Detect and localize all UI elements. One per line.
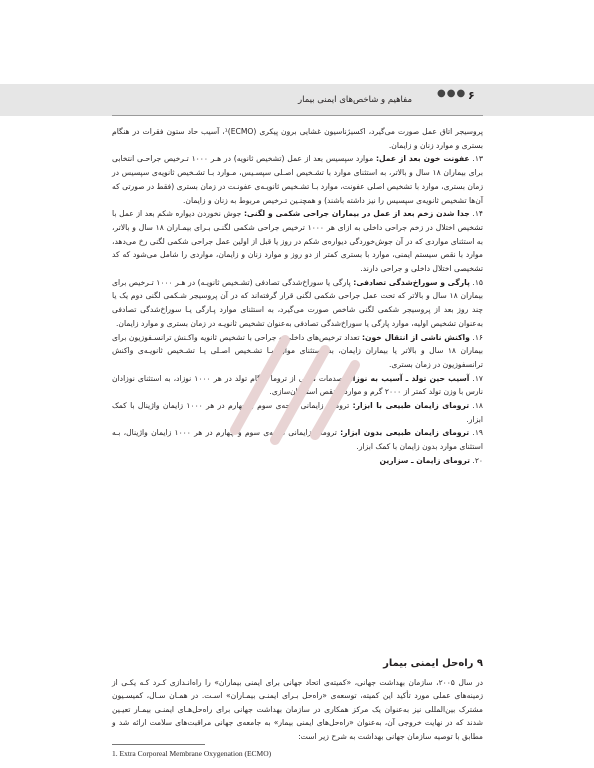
item-text: موارد سپسیس بعد از عمل (تشخیص ثانویه) در هـر ۱۰۰۰ تـرخیص جراحـی انتخابی برای بیماران ۱۸ سال و بالاتر، به استثنای موارد با تشـخیص اصـلی سپسـیس، مـوارد بـا تشـخیص ثانویه‌ی سپسیس در زمان بستری، موارد با تشخیص اصلی عفونت، موارد بـا تشـخیص ثانویـه‌ی عفونـت در زمان بستری (فقط در صورتی که آن‌ها تشخیص ثانویه‌ی سپسیس را نیز داشته باشند) و همچنـین تـرخیص مربوط به زنان و زایمان. — [112, 154, 483, 205]
list-item — [112, 372, 483, 399]
item-text: جوش نخوردن دیواره شکم بعد از عمل با تشخیص اختلال در زخم جراحی داخلی به ازای هر ۱۰۰۰ ترخیص جراحی شکمی لگنـی بـرای بیمـاران ۱۸ سال و بالاتر، به استثنای مواردی که در آن جوش‌خوردگی دیواره‌ی شکم در روز یا قبل از اولین عمل جراحی شکمی لگنی رخ می‌دهد، موارد با نقص سیستم ایمنی، موارد با بستری کمتر از دو روز و موارد زنان و زایمان، مواردی را شامل می‌شود که کد تشخیصی اختلال داخلی و جراحی دارند. — [112, 209, 483, 274]
list-item — [112, 399, 483, 426]
item-number: ۱۷. — [472, 373, 483, 383]
item-number: ۱۵. — [472, 277, 483, 287]
running-header-band — [0, 84, 594, 116]
item-number: ۱۳. — [472, 154, 484, 164]
item-text: تعداد ترخیص‌های داخلی و جراحی با تشخیص ثانویه واکـنش ترانسـفوزیون برای بیماران ۱۸ سال و بالاتر یا بیماران زایمان، به استثنای موارد بـا تشـخیص اصـلی یـا تشـخیص ثانویـه‌ی واکنش ترانسفوزیون در زمان بستری. — [112, 332, 483, 369]
section-heading: ۹ راه‌حل ایمنی بیمار — [383, 658, 483, 669]
section-paragraph: در سال ۲۰۰۵، سازمان بهداشت جهانی، «کمیته‌ی اتحاد جهانی برای ایمنی بیماران» را راه‌انـدازی کـرد کـه یکـی از زمینه‌های عملی مورد تأکید این کمیته، توسعه‌ی «راه‌حل بـرای ایمنـی بیمـاران» اسـت. در همـان سـال، کمیسـیون مشترک بین‌المللی نیز به‌عنوان یک مرکز همکاری در سازمان بهداشت جهانی برای راه‌حل‌هـای ایمنـی بیمـار تعیـین شدند که در نهایت خروجی آن، به‌عنوان «راه‌حل‌های ایمنی بیمار» به جامعه‌ی جهانی مراقبت‌های سلامت ارائه شد و مطابق با توصیه سازمان جهانی بهداشت به شرح زیر است: — [112, 678, 483, 741]
item-title: واکنش ناشی از انتقال خون: — [362, 332, 470, 342]
header-rule — [112, 115, 483, 116]
header-dots-ornament: ●●● — [437, 88, 467, 99]
item-title: ترومای زایمان طبیعی با ابزار: — [352, 401, 470, 411]
list-item — [112, 207, 483, 276]
item-title: جدا شدن زخم بعد از عمل در بیماران جراحی شکمی و لگنی: — [244, 209, 470, 219]
list-item — [112, 454, 483, 468]
list-item — [112, 426, 483, 453]
item-title: پارگی و سوراخ‌شدگی تصادفی: — [353, 277, 470, 287]
item-number: ۲۰. — [472, 455, 483, 465]
running-header-title: مفاهیم و شاخص‌های ایمنی بیمار — [298, 95, 412, 105]
item-title: ترومای زایمان ـ سزارین — [379, 455, 470, 465]
footnote-rule — [112, 744, 205, 745]
body-text — [112, 125, 483, 468]
item-number: ۱۶. — [472, 332, 483, 342]
item-number: ۱۸. — [472, 401, 483, 411]
item-title: آسیب حین تولد ـ آسیب به نوزاد: — [345, 373, 470, 383]
item-text: پارگی یا سوراخ‌شدگی تصادفی (تشـخیص ثانویـه) در هـر ۱۰۰۰ تـرخیص برای بیماران ۱۸ سال و بالاتر که تحت عمل جراحی شکمی لگنی قرار گرفته‌اند که در آن پروسیجر شـکمی لگنی دوم یک یا چند روز بعد از پروسیجر شکمی لگنی شاخص صورت می‌گیرد، به استثنای موارد پـارگی یـا سوراخ‌شدگی تصادفی به‌عنوان تشخیص اولیه، موارد پارگی یا سوراخ‌شدگی تصادفی به‌عنوان تشخیص ثانویـه در زمان بستری و موارد زایمان. — [112, 277, 483, 328]
item-title: عفونت خون بعد از عمل: — [375, 154, 470, 164]
footnote: 1. Extra Corporeal Membrane Oxygenation (ECMO) — [112, 749, 272, 758]
item-text: صدمات ناشی از تروما هنگام تولد در هر ۱۰۰۰ نوزاد، به استثنای نوزادان نارس با وزن تولد کمتر از ۲۰۰۰ گرم و موارد با نقص استخوان‌سازی. — [112, 373, 483, 397]
item-text: ترومای زایمانی درجه‌ی سوم و چهارم در هر ۱۰۰۰ زایمان واژینال، بـه استثنای موارد بدون زایمان با کمک ابزار. — [112, 428, 483, 452]
page-number: ۶ — [468, 89, 475, 102]
list-item — [112, 331, 483, 372]
item-text: ترومای زایمانی درجه‌ی سوم و چهارم در هر ۱۰۰۰ زایمان واژینال با کمک ابزار. — [112, 401, 483, 424]
intro-continuation-paragraph: پروسیجر اتاق عمل صورت می‌گیرد، اکسیژناسیون غشایی برون پیکری (ECMO)¹، آسیب حاد ستون فقرات در هنگام بستری و موارد زنان و زایمان. — [112, 127, 483, 150]
item-title: ترومای زایمان طبیعی بدون ابزار: — [340, 428, 470, 438]
item-number: ۱۴. — [472, 209, 483, 219]
item-number: ۱۹. — [472, 428, 483, 438]
list-item — [112, 152, 483, 207]
list-item — [112, 276, 483, 331]
